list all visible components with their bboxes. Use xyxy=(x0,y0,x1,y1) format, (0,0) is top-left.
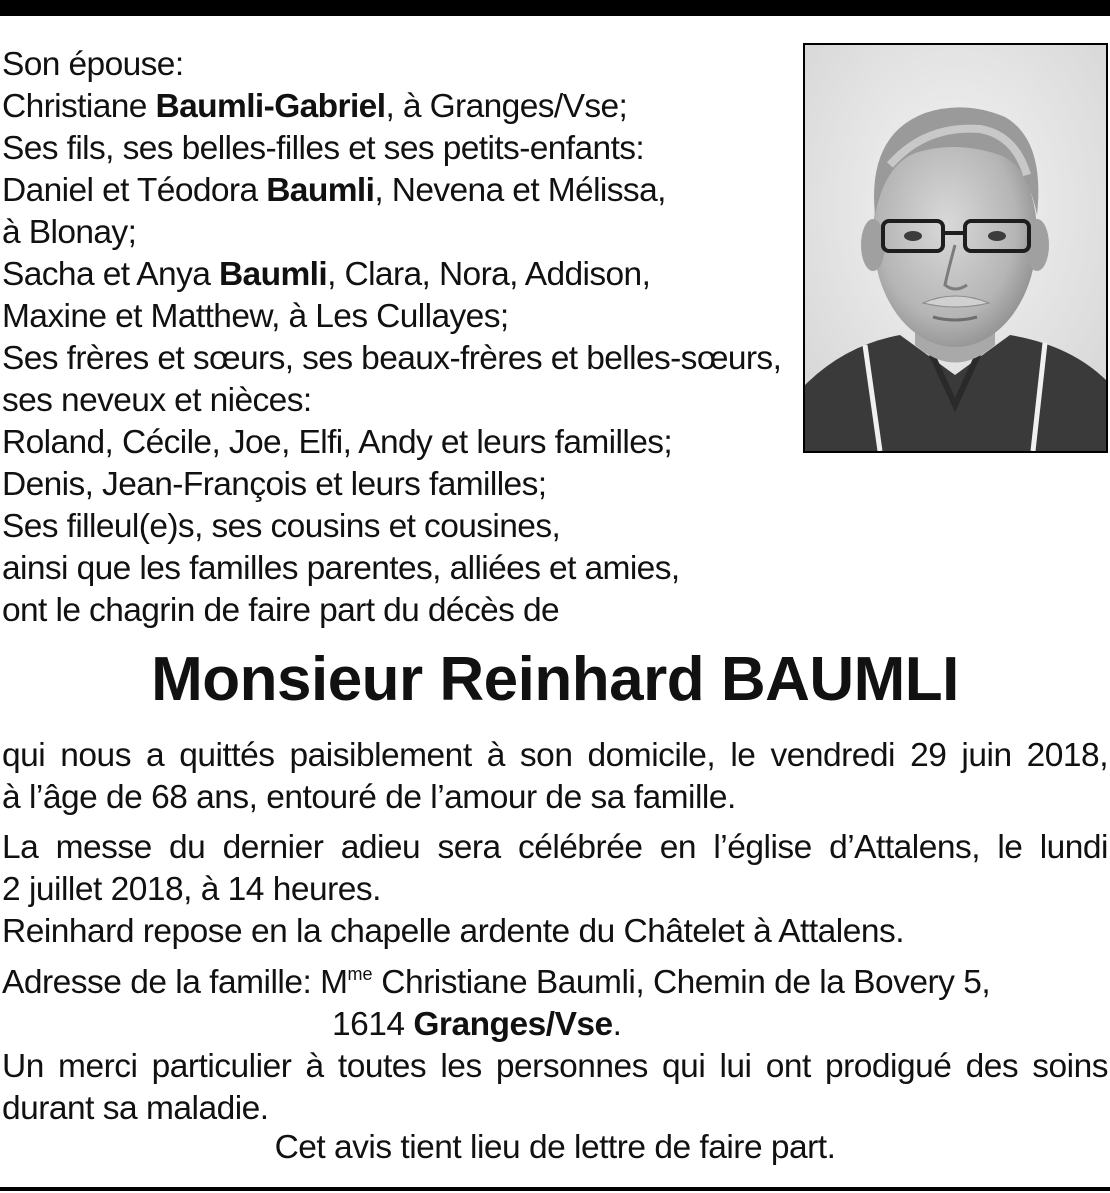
siblings-names-2: Denis, Jean-François et leurs familles; xyxy=(2,466,547,503)
son1-place: à Blonay; xyxy=(2,214,137,251)
thanks-line-1: Un merci particulier à toutes les personnes qui lui ont prodigué des soins xyxy=(2,1048,1108,1085)
top-rule xyxy=(0,0,1110,16)
announcement-line: ont le chagrin de faire part du décès de xyxy=(2,592,560,629)
son1-first-names: Daniel et Téodora xyxy=(2,172,258,209)
portrait-photo xyxy=(803,43,1108,453)
mass-line-2: 2 juillet 2018, à 14 heures. xyxy=(2,871,381,908)
son2-surname: Baumli xyxy=(218,256,328,293)
wife-first-name: Christiane xyxy=(2,88,147,125)
passing-line-1: qui nous a quittés paisiblement à son domicile, le vendredi 29 juin 2018, xyxy=(2,737,1108,774)
siblings-names-1: Roland, Cécile, Joe, Elfi, Andy et leurs familles; xyxy=(2,424,673,461)
address-label: Adresse de la famille: M xyxy=(2,964,348,1001)
relatives-line: ainsi que les familles parentes, alliées et amies, xyxy=(2,550,680,587)
wife-surname: Baumli-Gabriel xyxy=(155,88,386,125)
wife-place: , à Granges/Vse; xyxy=(385,88,628,125)
son2-line xyxy=(2,254,792,296)
mass-line-1: La messe du dernier adieu sera célébrée en l’église d’Attalens, le lundi xyxy=(2,829,1108,866)
son2-children: , Clara, Nora, Addison, xyxy=(327,256,651,293)
son2-first-names: Sacha et Anya xyxy=(2,256,211,293)
son1-line xyxy=(2,170,792,212)
address-zip: 1614 xyxy=(332,1006,414,1043)
bottom-rule xyxy=(0,1187,1110,1191)
service-paragraph xyxy=(2,827,1108,1130)
address-street: Christiane Baumli, Chemin de la Bovery 5, xyxy=(372,964,991,1001)
family-list xyxy=(2,44,792,632)
wife-label: Son épouse: xyxy=(2,46,184,83)
deceased-name: Monsieur Reinhard BAUMLI xyxy=(151,645,959,714)
passing-paragraph xyxy=(2,735,1108,819)
wife-line xyxy=(2,86,792,128)
son1-children: , Nevena et Mélissa, xyxy=(374,172,666,209)
son1-surname: Baumli xyxy=(266,172,375,209)
thanks-line-2: durant sa maladie. xyxy=(2,1090,269,1127)
address-city-line xyxy=(2,1004,1108,1046)
children-label: Ses fils, ses belles-filles et ses petits-enfants: xyxy=(2,130,645,167)
passing-line-2: à l’âge de 68 ans, entouré de l’amour de sa famille. xyxy=(2,779,736,816)
address-title-suffix: me xyxy=(347,964,373,984)
address-line xyxy=(2,953,1108,1004)
address-city: Granges/Vse xyxy=(413,1006,613,1043)
godchildren-line: Ses filleul(e)s, ses cousins et cousines, xyxy=(2,508,561,545)
address-end: . xyxy=(612,1006,622,1043)
nephews-label: ses neveux et nièces: xyxy=(2,382,312,419)
siblings-label: Ses frères et sœurs, ses beaux-frères et belles-sœurs, xyxy=(2,340,782,377)
portrait-photo-drawing xyxy=(805,45,1106,451)
son2-place: Maxine et Matthew, à Les Cullayes; xyxy=(2,298,509,335)
rest-line: Reinhard repose en la chapelle ardente du Châtelet à Attalens. xyxy=(2,913,905,950)
closing-note: Cet avis tient lieu de lettre de faire part. xyxy=(274,1129,836,1166)
